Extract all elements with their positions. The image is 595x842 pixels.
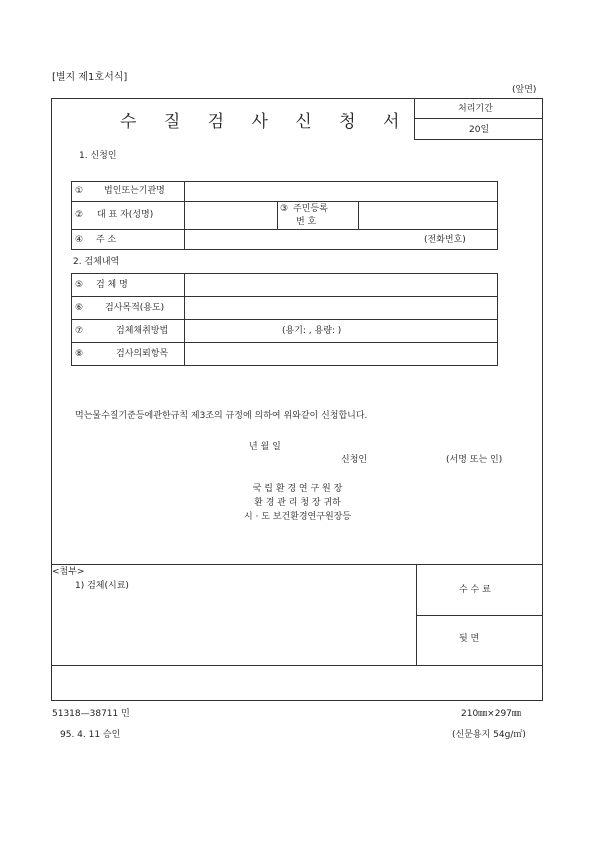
label-org-name: 법인또는기관명 [104, 186, 165, 196]
processing-period-label: 처리기간 [458, 104, 493, 114]
row-number: ⑤ [75, 280, 84, 290]
section-applicant-heading: 1. 신청인 [79, 151, 117, 161]
label-resident-reg: 주민등록 [293, 204, 328, 214]
fee-label: 수 수 료 [459, 585, 491, 595]
row-number: ⑧ [75, 349, 84, 359]
signature-note: (서명 또는 인) [446, 455, 503, 465]
label-resident-reg-no: 번 호 [296, 217, 317, 227]
row-number: ⑥ [75, 303, 84, 313]
recipient-line: 환 경 관 리 청 장 귀하 [254, 498, 341, 508]
application-statement: 먹는물수질기준등에관한규칙 제3조의 규정에 의하여 위와같이 신청합니다. [75, 411, 368, 421]
row-number: ① [75, 186, 84, 196]
attachments-heading: <첨부> [52, 567, 85, 577]
test-items-field[interactable] [186, 344, 496, 364]
form-title: 수 질 검 사 신 청 서 [120, 112, 411, 132]
label-purpose: 검사목적(용도) [105, 303, 165, 313]
back-side-label: 뒷 면 [459, 634, 480, 644]
container-volume-note: (용기: , 용량: ) [282, 326, 342, 336]
row-number: ⑦ [75, 326, 84, 336]
paper-type: (신문용지 54g/㎡) [452, 730, 526, 740]
processing-period-value: 20일 [469, 125, 490, 135]
purpose-field[interactable] [186, 298, 496, 317]
phone-note: (전화번호) [424, 235, 466, 245]
label-address: 주 소 [96, 235, 117, 245]
paper-size: 210㎜×297㎜ [461, 709, 521, 719]
recipient-line: 국 립 환 경 연 구 원 장 [252, 484, 343, 494]
label-sample-name: 검 체 명 [96, 280, 128, 290]
form-code: 51318—38711 민 [52, 709, 130, 719]
address-field[interactable] [186, 231, 416, 248]
label-sampling-method: 검체채취방법 [116, 326, 169, 336]
resident-number-field[interactable] [360, 203, 496, 227]
sample-name-field[interactable] [186, 275, 496, 294]
applicant-label: 신청인 [341, 455, 368, 465]
approval-date: 95. 4. 11 승인 [60, 730, 121, 740]
date-line: 년 월 일 [249, 442, 281, 452]
attachment-item: 1) 검체(시료) [75, 581, 129, 591]
section-sample-heading: 2. 검체내역 [73, 257, 120, 267]
row-number: ③ [280, 204, 289, 214]
representative-field[interactable] [186, 203, 275, 227]
recipient-line: 시 · 도 보건환경연구원장등 [243, 512, 352, 522]
front-side-label: (앞면) [512, 85, 537, 95]
row-number: ② [75, 210, 84, 220]
label-representative: 대 표 자(성명) [97, 210, 154, 220]
form-number-label: [별지 제1호서식] [52, 72, 128, 83]
label-test-items: 검사의뢰항목 [116, 349, 169, 359]
org-name-field[interactable] [186, 183, 496, 199]
row-number: ④ [75, 235, 84, 245]
